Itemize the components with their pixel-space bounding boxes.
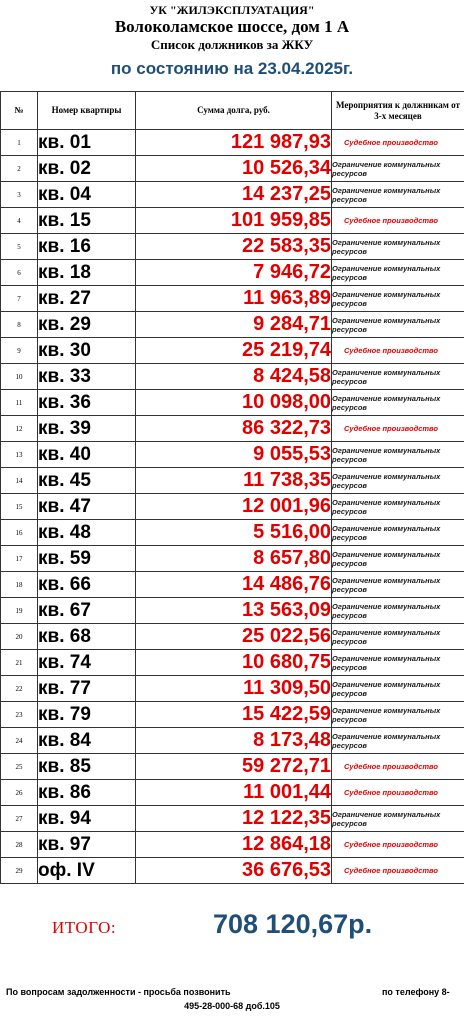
table-row (1, 312, 464, 338)
debt-action: Судебное производство (332, 130, 464, 156)
debt-action: Судебное производство (332, 832, 464, 858)
table-row (1, 728, 464, 754)
footer-contact-text: По вопросам задолженности - просьба позвонить (6, 987, 231, 997)
debt-amount: 13 563,09 (136, 598, 332, 624)
column-header-amount: Сумма долга, руб. (136, 92, 332, 130)
row-number: 12 (1, 416, 38, 442)
debt-amount: 8 424,58 (136, 364, 332, 390)
table-row (1, 416, 464, 442)
debt-action: Ограничение коммунальных ресурсов (332, 156, 464, 182)
debt-amount: 12 864,18 (136, 832, 332, 858)
row-number: 26 (1, 780, 38, 806)
row-number: 23 (1, 702, 38, 728)
debt-amount: 36 676,53 (136, 858, 332, 884)
apartment-number: кв. 15 (38, 208, 136, 234)
debt-amount: 8 657,80 (136, 546, 332, 572)
debt-amount: 9 284,71 (136, 312, 332, 338)
table-row (1, 130, 464, 156)
debt-action: Ограничение коммунальных ресурсов (332, 520, 464, 546)
debt-amount: 12 122,35 (136, 806, 332, 832)
debt-action: Ограничение коммунальных ресурсов (332, 572, 464, 598)
debt-action: Судебное производство (332, 416, 464, 442)
debt-action: Ограничение коммунальных ресурсов (332, 234, 464, 260)
apartment-number: кв. 85 (38, 754, 136, 780)
list-title: Список должников за ЖКУ (150, 37, 314, 52)
debt-action: Ограничение коммунальных ресурсов (332, 624, 464, 650)
total-label: ИТОГО: (52, 918, 117, 937)
row-number: 9 (1, 338, 38, 364)
debt-amount: 101 959,85 (136, 208, 332, 234)
apartment-number: кв. 45 (38, 468, 136, 494)
debt-amount: 15 422,59 (136, 702, 332, 728)
apartment-number: кв. 18 (38, 260, 136, 286)
row-number: 7 (1, 286, 38, 312)
table-row (1, 286, 464, 312)
row-number: 29 (1, 858, 38, 884)
total-value: 708 120,67р. (213, 909, 373, 939)
apartment-number: кв. 97 (38, 832, 136, 858)
debt-amount: 25 219,74 (136, 338, 332, 364)
debt-amount: 10 680,75 (136, 650, 332, 676)
apartment-number: кв. 68 (38, 624, 136, 650)
table-row (1, 806, 464, 832)
debt-amount: 9 055,53 (136, 442, 332, 468)
footer-phone-prefix: по телефону 8- (382, 987, 450, 997)
row-number: 25 (1, 754, 38, 780)
table-row (1, 858, 464, 884)
apartment-number: кв. 77 (38, 676, 136, 702)
header (0, 0, 464, 79)
column-header-num: № (1, 92, 38, 130)
debt-amount: 22 583,35 (136, 234, 332, 260)
row-number: 2 (1, 156, 38, 182)
row-number: 20 (1, 624, 38, 650)
debt-action: Ограничение коммунальных ресурсов (332, 728, 464, 754)
table-row (1, 260, 464, 286)
row-number: 21 (1, 650, 38, 676)
apartment-number: кв. 47 (38, 494, 136, 520)
apartment-number: кв. 30 (38, 338, 136, 364)
table-row (1, 780, 464, 806)
column-header-action: Мероприятия к должникам от 3-х месяцев (332, 92, 464, 130)
apartment-number: кв. 59 (38, 546, 136, 572)
table-row (1, 572, 464, 598)
apartment-number: кв. 66 (38, 572, 136, 598)
table-row (1, 832, 464, 858)
apartment-number: кв. 16 (38, 234, 136, 260)
row-number: 24 (1, 728, 38, 754)
debt-amount: 10 098,00 (136, 390, 332, 416)
row-number: 11 (1, 390, 38, 416)
debt-action: Судебное производство (332, 338, 464, 364)
table-row (1, 208, 464, 234)
table-row (1, 520, 464, 546)
table-row (1, 494, 464, 520)
debt-action: Ограничение коммунальных ресурсов (332, 546, 464, 572)
debt-amount: 86 322,73 (136, 416, 332, 442)
table-row (1, 338, 464, 364)
row-number: 18 (1, 572, 38, 598)
row-number: 14 (1, 468, 38, 494)
debt-amount: 10 526,34 (136, 156, 332, 182)
table-row (1, 234, 464, 260)
apartment-number: оф. IV (38, 858, 136, 884)
row-number: 6 (1, 260, 38, 286)
table-row (1, 182, 464, 208)
debt-action: Ограничение коммунальных ресурсов (332, 676, 464, 702)
row-number: 27 (1, 806, 38, 832)
debt-amount: 59 272,71 (136, 754, 332, 780)
apartment-number: кв. 67 (38, 598, 136, 624)
table-row (1, 156, 464, 182)
apartment-number: кв. 40 (38, 442, 136, 468)
table-row (1, 390, 464, 416)
row-number: 22 (1, 676, 38, 702)
apartment-number: кв. 02 (38, 156, 136, 182)
footer-phone-number: 495-28-000-68 доб.105 (184, 1001, 280, 1011)
debt-action: Судебное производство (332, 208, 464, 234)
row-number: 16 (1, 520, 38, 546)
apartment-number: кв. 48 (38, 520, 136, 546)
row-number: 1 (1, 130, 38, 156)
table-row (1, 676, 464, 702)
debt-action: Ограничение коммунальных ресурсов (332, 650, 464, 676)
table-body (1, 130, 464, 884)
debt-action: Ограничение коммунальных ресурсов (332, 468, 464, 494)
debt-action: Ограничение коммунальных ресурсов (332, 286, 464, 312)
apartment-number: кв. 04 (38, 182, 136, 208)
debt-action: Ограничение коммунальных ресурсов (332, 598, 464, 624)
debt-amount: 14 486,76 (136, 572, 332, 598)
debt-action: Судебное производство (332, 858, 464, 884)
org-name: УК "ЖИЛЭКСПЛУАТАЦИЯ" (149, 3, 315, 17)
table-row (1, 468, 464, 494)
debt-action: Ограничение коммунальных ресурсов (332, 260, 464, 286)
row-number: 4 (1, 208, 38, 234)
column-header-apartment: Номер квартиры (38, 92, 136, 130)
row-number: 15 (1, 494, 38, 520)
row-number: 28 (1, 832, 38, 858)
debt-action: Ограничение коммунальных ресурсов (332, 182, 464, 208)
debt-action: Ограничение коммунальных ресурсов (332, 312, 464, 338)
apartment-number: кв. 36 (38, 390, 136, 416)
apartment-number: кв. 01 (38, 130, 136, 156)
table-row (1, 702, 464, 728)
debt-amount: 11 309,50 (136, 676, 332, 702)
debt-action: Ограничение коммунальных ресурсов (332, 702, 464, 728)
debt-action: Ограничение коммунальных ресурсов (332, 806, 464, 832)
row-number: 3 (1, 182, 38, 208)
table-row (1, 598, 464, 624)
row-number: 10 (1, 364, 38, 390)
row-number: 5 (1, 234, 38, 260)
apartment-number: кв. 29 (38, 312, 136, 338)
debt-action: Судебное производство (332, 780, 464, 806)
debt-amount: 11 963,89 (136, 286, 332, 312)
apartment-number: кв. 94 (38, 806, 136, 832)
apartment-number: кв. 84 (38, 728, 136, 754)
table-row (1, 442, 464, 468)
debt-amount: 5 516,00 (136, 520, 332, 546)
debt-amount: 121 987,93 (136, 130, 332, 156)
debt-action: Ограничение коммунальных ресурсов (332, 364, 464, 390)
debt-action: Ограничение коммунальных ресурсов (332, 494, 464, 520)
table-row (1, 754, 464, 780)
apartment-number: кв. 27 (38, 286, 136, 312)
debt-amount: 25 022,56 (136, 624, 332, 650)
apartment-number: кв. 79 (38, 702, 136, 728)
debt-action: Ограничение коммунальных ресурсов (332, 390, 464, 416)
debtors-table (0, 91, 464, 884)
debt-action: Судебное производство (332, 754, 464, 780)
debt-amount: 7 946,72 (136, 260, 332, 286)
table-row (1, 546, 464, 572)
row-number: 8 (1, 312, 38, 338)
table-row (1, 650, 464, 676)
table-header-row (1, 92, 464, 130)
apartment-number: кв. 74 (38, 650, 136, 676)
row-number: 17 (1, 546, 38, 572)
debt-amount: 8 173,48 (136, 728, 332, 754)
debt-amount: 12 001,96 (136, 494, 332, 520)
apartment-number: кв. 86 (38, 780, 136, 806)
debt-action: Ограничение коммунальных ресурсов (332, 442, 464, 468)
debt-amount: 14 237,25 (136, 182, 332, 208)
debt-amount: 11 001,44 (136, 780, 332, 806)
table-row (1, 624, 464, 650)
debt-amount: 11 738,35 (136, 468, 332, 494)
building-address: Волоколамское шоссе, дом 1 А (114, 17, 350, 36)
apartment-number: кв. 39 (38, 416, 136, 442)
table-row (1, 364, 464, 390)
row-number: 13 (1, 442, 38, 468)
apartment-number: кв. 33 (38, 364, 136, 390)
row-number: 19 (1, 598, 38, 624)
as-of-date: по состоянию на 23.04.2025г. (110, 59, 354, 78)
